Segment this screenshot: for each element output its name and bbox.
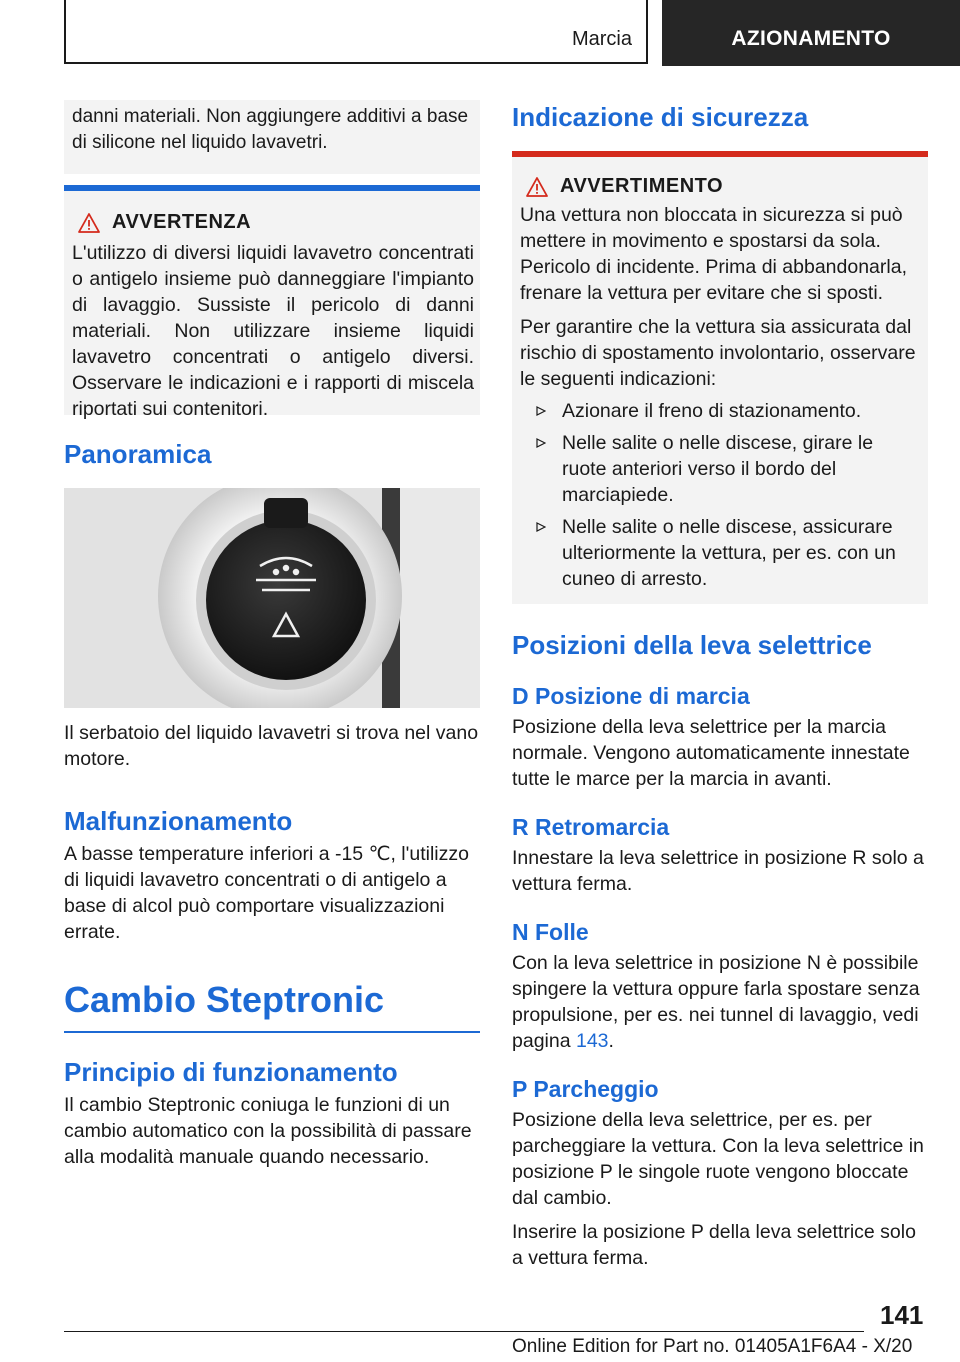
sicurezza-warning-box: [512, 151, 928, 604]
n-text: Con la leva selettrice in posizione N è possibile spingere la vettura oppure farla spostare senza propulsione, per es. nei tunnel di lavaggio, vedi pagina: [512, 952, 920, 1052]
bullet-triangle-icon: [536, 406, 546, 416]
n-text-paragraph: Con la leva selettrice in posizione N è possibile spingere la vettura oppure farla spostare senza propulsione, per es. nei tunnel di lavaggio, vedi pagina 143.: [512, 952, 920, 1052]
chapter-tab: [662, 0, 960, 66]
sicurezza-warning-title: AVVERTIMENTO: [560, 175, 724, 197]
list-item: [520, 514, 922, 592]
p-text-2: Inserire la posizione P della leva selettrice solo a vettura ferma.: [512, 1221, 916, 1269]
sicurezza-warning-bar: [512, 151, 928, 157]
sicurezza-intro: Per garantire che la vettura sia assicurata dal rischio di spostamento involontario, osservare le seguenti indicazioni:: [520, 316, 916, 390]
note-box-text: danni materiali. Non aggiungere additivi a base di silicone nel liquido lavavetri.: [72, 106, 469, 153]
warning-bar: [64, 185, 480, 191]
footer-rule: [64, 1331, 864, 1332]
sicurezza-warning-text: Una vettura non bloccata in sicurezza si può mettere in movimento e spostarsi da sola. Pericolo di incidente. Prima di abbandonarla, frenare la vettura per evitare che si sposti.: [520, 204, 907, 304]
p-text: Posizione della leva selettrice, per es. per parcheggiare la vettura. Con la leva selettrice in posizione P le singole ruote vengono bloccate dal cambio.: [512, 1109, 924, 1209]
washer-cap-image: [64, 488, 480, 708]
bullet-text: Nelle salite o nelle discese, girare le ruote anteriori verso il bordo del marciapiede.: [562, 432, 874, 506]
bullet-text: Azionare il freno di stazionamento.: [562, 400, 862, 422]
sicurezza-bullet-list: [520, 398, 922, 592]
warning-triangle-icon: [526, 177, 548, 197]
list-item: [520, 430, 922, 508]
principio-heading: Principio di funzionamento: [64, 1057, 398, 1087]
panoramica-caption: Il serbatoio del liquido lavavetri si trova nel vano motore.: [64, 722, 479, 770]
d-heading: D Posizione di marcia: [512, 683, 750, 709]
p-heading: P Parcheggio: [512, 1076, 659, 1102]
header-section-label: Marcia: [571, 28, 632, 50]
warning-triangle-icon: [78, 213, 100, 233]
page-link-143[interactable]: 143: [575, 1030, 609, 1052]
washer-reservoir-photo: [64, 488, 480, 708]
bullet-text: Nelle salite o nelle discese, assicurare ulteriormente la vettura, per es. con un cuneo di arresto.: [562, 516, 896, 590]
d-text: Posizione della leva selettrice per la marcia normale. Vengono automaticamente innestate tutte le marce per la marcia in avanti.: [512, 716, 910, 790]
header-frame: [64, 0, 648, 64]
panoramica-heading: Panoramica: [64, 439, 212, 469]
malfunzionamento-text: A basse temperature inferiori a -15 ℃, l'utilizzo di liquidi lavavetro concentrati o di antigelo a base di alcol può comportare visualizzazioni errate.: [64, 843, 469, 943]
sicurezza-warning-heading: [526, 175, 928, 198]
warning-title: AVVERTENZA: [112, 211, 252, 233]
warning-heading: [78, 211, 480, 234]
warning-text: L'utilizzo di diversi liquidi lavavetro concentrati o antigelo insieme può danneggiare l'impianto di lavaggio. Sussiste il pericolo di danni materiali. Non utilizzare insieme liquidi lavavetro concentrati o antigelo diversi. Osservare le indicazioni e i rapporti di miscela riportati sui contenitori.: [72, 242, 474, 420]
right-column: [512, 100, 928, 1271]
chapter-tab-label: AZIONAMENTO: [731, 27, 891, 50]
page-number: 141: [880, 1300, 924, 1330]
malfunzionamento-heading: Malfunzionamento: [64, 806, 293, 836]
posizioni-heading: Posizioni della leva selettrice: [512, 630, 872, 660]
principio-text: Il cambio Steptronic coniuga le funzioni di un cambio automatico con la possibilità di passare alla modalità manuale quando necessario.: [64, 1094, 472, 1168]
steptronic-heading-rule: [64, 1031, 480, 1033]
steptronic-heading: Cambio Steptronic: [64, 979, 385, 1020]
left-column: [64, 100, 480, 1170]
list-item: [520, 398, 922, 424]
r-heading: R Retromarcia: [512, 814, 670, 840]
footer-edition: Online Edition for Part no. 01405A1F6A4 - X/20: [512, 1336, 913, 1357]
note-box: [64, 100, 480, 174]
warning-box: [64, 185, 480, 420]
n-heading: N Folle: [512, 919, 589, 945]
r-text: Innestare la leva selettrice in posizione R solo a vettura ferma.: [512, 847, 924, 895]
bullet-triangle-icon: [536, 438, 546, 448]
sicurezza-heading: Indicazione di sicurezza: [512, 102, 809, 132]
bullet-triangle-icon: [536, 522, 546, 532]
